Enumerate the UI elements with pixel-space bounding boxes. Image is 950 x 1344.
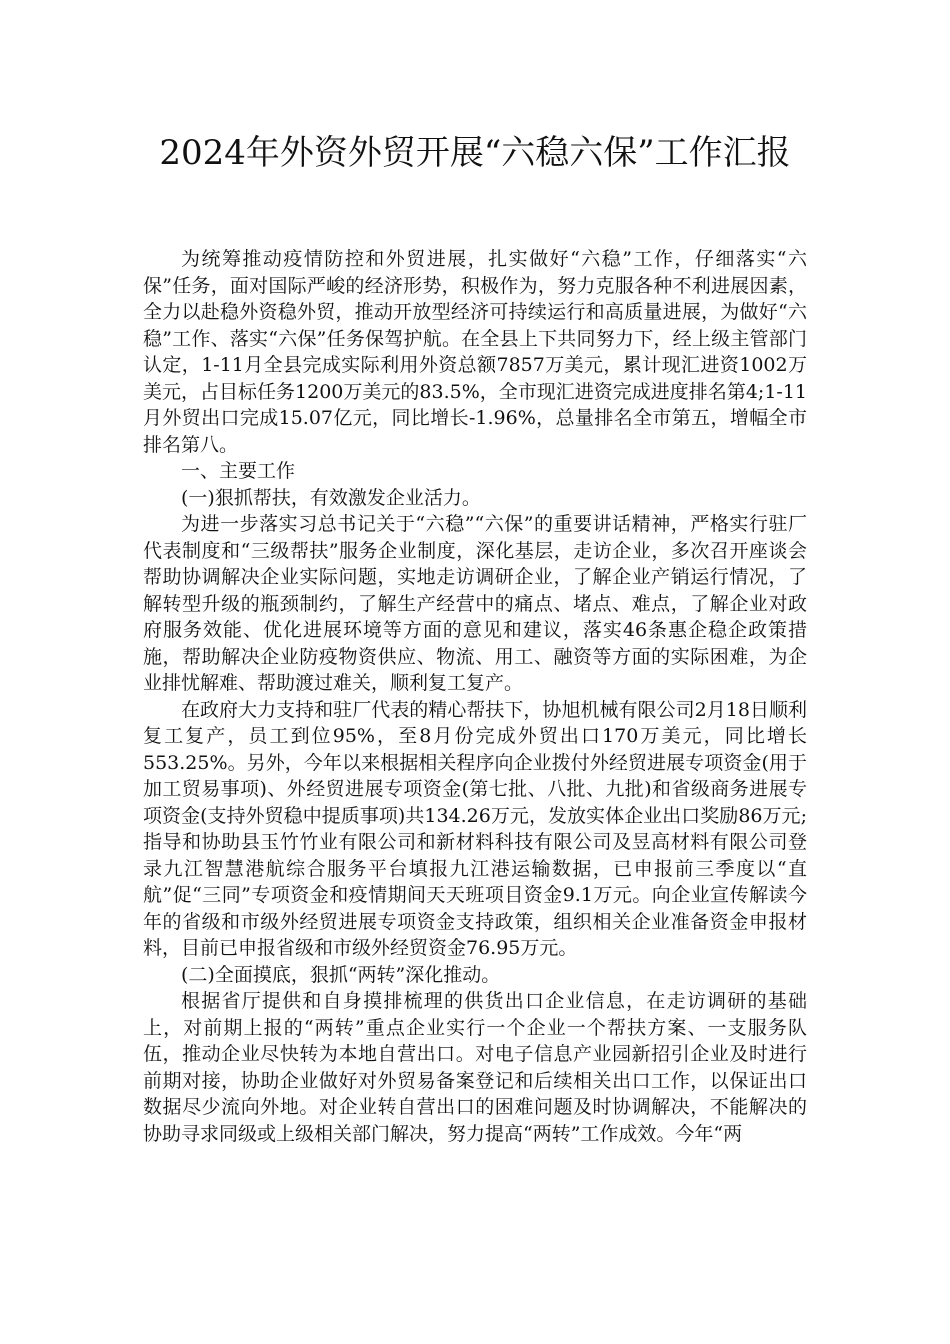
subsection-heading: (二)全面摸底，狠抓“两转”深化推动。 bbox=[181, 963, 501, 986]
subsection-heading: (一)狠抓帮扶，有效激发企业活力。 bbox=[181, 486, 481, 509]
document-body bbox=[143, 246, 807, 1147]
section-heading: 一、主要工作 bbox=[181, 460, 296, 482]
body-paragraph: 根据省厅提供和自身摸排梳理的供货出口企业信息，在走访调研的基础上，对前期上报的“两转”重点企业实行一个企业一个帮扶方案、一支服务队伍，推动企业尽快转为本地自营出口。对电子信息产业园新招引企业及时进行前期对接，协助企业做好对外贸易备案登记和后续相关出口工作，以保证出口数据尽少流向外地。对企业转自营出口的困难问题及时协调解决，不能解决的协助寻求同级或上级相关部门解决，努力提高“两转”工作成效。今年“两 bbox=[143, 990, 807, 1145]
document-title: 2024年外资外贸开展“六稳六保”工作汇报 bbox=[159, 133, 791, 173]
body-paragraph: 在政府大力支持和驻厂代表的精心帮扶下，协旭机械有限公司2月18日顺利复工复产，员工到位95%，至8月份完成外贸出口170万美元，同比增长553.25%。另外，今年以来根据相关程序向企业拨付外经贸进展专项资金(用于加工贸易事项)、外经贸进展专项资金(第七批、八批、九批)和省级商务进展专项资金(支持外贸稳中提质事项)共134.26万元，发放实体企业出口奖励86万元;指导和协助县玉竹竹业有限公司和新材料科技有限公司及昱高材料有限公司登录九江智慧港航综合服务平台填报九江港运输数据，已申报前三季度以“直航”促“三同”专项资金和疫情期间天天班项目资金9.1万元。向企业宣传解读今年的省级和市级外经贸进展专项资金支持政策，组织相关企业准备资金申报材料，目前已申报省级和市级外经贸资金76.95万元。 bbox=[143, 698, 807, 959]
intro-paragraph: 为统筹推动疫情防控和外贸进展，扎实做好“六稳”工作，仔细落实“六保”任务，面对国际严峻的经济形势，积极作为，努力克服各种不利进展因素，全力以赴稳外资稳外贸，推动开放型经济可持续运行和高质量进展，为做好“六稳”工作、落实“六保”任务保驾护航。在全县上下共同努力下，经上级主管部门认定，1-11月全县完成实际利用外资总额7857万美元，累计现汇进资1002万美元，占目标任务1200万美元的83.5%，全市现汇进资完成进度排名第4;1-11月外贸出口完成15.07亿元，同比增长-1.96%，总量排名全市第五，增幅全市排名第八。 bbox=[143, 248, 807, 456]
body-paragraph: 为进一步落实习总书记关于“六稳”“六保”的重要讲话精神，严格实行驻厂代表制度和“三级帮扶”服务企业制度，深化基层，走访企业，多次召开座谈会帮助协调解决企业实际问题，实地走访调研企业，了解企业产销运行情况，了解转型升级的瓶颈制约，了解生产经营中的痛点、堵点、难点，了解企业对政府服务效能、优化进展环境等方面的意见和建议，落实46条惠企稳企政策措施，帮助解决企业防疫物资供应、物流、用工、融资等方面的实际困难，为企业排忧解难、帮助渡过难关，顺利复工复产。 bbox=[143, 513, 807, 694]
